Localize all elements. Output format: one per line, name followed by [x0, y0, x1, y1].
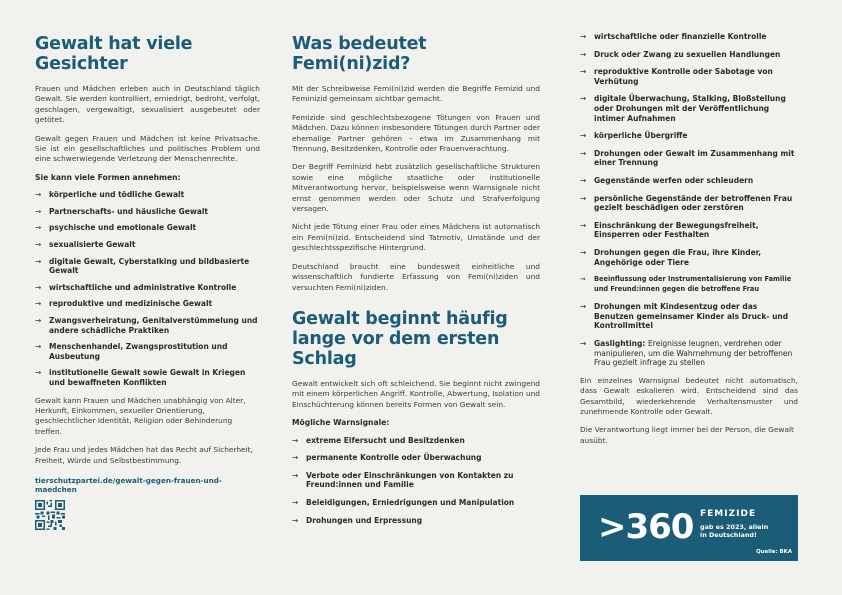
arrow-right-icon: →	[35, 190, 42, 200]
heading-gewalt-beginnt: Gewalt beginnt häufig lange vor dem ersten Schlag	[292, 308, 508, 369]
list-item: → psychische und emotionale Gewalt	[35, 223, 197, 233]
statistic-badge	[580, 495, 798, 561]
paragraph: Gewalt kann Frauen und Mädchen unabhängig von Alter, Herkunft, Einkommen, sexueller Orientierung, geschlechtlicher Identität, Religion oder Behinderung treffen.	[35, 395, 246, 436]
list-item: → reproduktive und medizinische Gewalt	[35, 299, 213, 309]
website-link[interactable]: tierschutzpartei.de/gewalt-gegen-frauen-und-maedchen	[35, 476, 222, 494]
list-item: → wirtschaftliche oder finanzielle Kontrolle	[580, 32, 767, 41]
signals-list	[292, 436, 540, 526]
statistic-source: Quelle: BKA	[756, 549, 792, 555]
list-item: → Einschränkung der Bewegungsfreiheit, Einsperren oder Festhalten	[580, 220, 759, 240]
arrow-right-icon: →	[35, 223, 42, 233]
arrow-right-icon: →	[292, 435, 299, 445]
arrow-right-icon: →	[292, 497, 299, 507]
arrow-right-icon: →	[580, 49, 587, 59]
list-item: → Partnerschafts- und häusliche Gewalt	[35, 206, 208, 216]
arrow-right-icon: →	[35, 316, 42, 325]
list-item: → körperliche Übergriffe	[580, 131, 688, 141]
heading-gewalt-gesichter: Gewalt hat viele Gesichter	[35, 34, 193, 74]
list-item: → körperliche und tödliche Gewalt	[35, 190, 185, 200]
paragraph: Die Verantwortung liegt immer bei der Person, die Gewalt ausübt.	[580, 425, 794, 445]
arrow-right-icon: →	[35, 256, 42, 266]
paragraph: Jede Frau und jedes Mädchen hat das Recht auf Sicherheit, Freiheit, Würde und Selbstbestimmung.	[35, 445, 253, 465]
list-item: → Druck oder Zwang zu sexuellen Handlungen	[580, 49, 781, 59]
list-item: → Drohungen mit Kindesentzug oder das Benutzen gemeinsamer Kinder als Druck- und Kontrollmittel	[580, 302, 789, 331]
signals-list-continued	[580, 32, 798, 368]
paragraph: Mit der Schreibweise Femi(ni)zid werden die Begriffe Femizid und Feminizid gemeinsam sichtbar gemacht.	[292, 84, 540, 104]
list-item: → Beeinflussung oder Instrumentalisierung von Familie und Freund:innen gegen die betroffene Frau	[580, 275, 792, 293]
arrow-right-icon: →	[580, 339, 587, 349]
list-item: → Drohungen oder Gewalt im Zusammenhang mit einer Trennung	[580, 148, 795, 168]
list-item: → Beleidigungen, Erniedrigungen und Manipulation	[292, 497, 515, 507]
list-item: → reproduktive Kontrolle oder Sabotage von Verhütung	[580, 67, 773, 86]
list-item: → Drohungen und Erpressung	[292, 515, 423, 525]
arrow-right-icon: →	[35, 206, 42, 216]
statistic-title: FEMIZIDE	[700, 509, 757, 519]
column-middle	[292, 34, 540, 533]
paragraph: Gewalt entwickelt sich oft schleichend. Sie beginnt nicht zwingend mit einem körperlichen Angriff. Kontrolle, Abwertung, Isolation und Einschüchterung können bereits Formen von Gewalt sein.	[292, 378, 540, 409]
list-item: → wirtschaftliche und administrative Kontrolle	[35, 282, 237, 292]
heading-femizid: Was bedeutet Femi(ni)zid?	[292, 34, 427, 74]
list-item: → Gaslighting: Ereignisse leugnen, verdrehen oder manipulieren, um die Wahrnehmung der betroffenen Frau gezielt infrage zu stellen	[580, 339, 793, 368]
paragraph: Ein einzelnes Warnsignal bedeutet nicht automatisch, dass Gewalt eskalieren wird. Entscheidend sind das Gesamtbild, wiederkehrende Verhaltensmuster und zunehmende Kontrolle oder Gewalt.	[580, 375, 798, 417]
arrow-right-icon: →	[35, 240, 42, 250]
column-left	[35, 34, 260, 534]
paragraph: Femizide sind geschlechtsbezogene Tötungen von Frauen und Mädchen. Dazu können insbesondere Tötungen durch Partner oder ehemalige Partner gehören – etwa im Zusammenhang mit Trennung, Besitzdenken, Kontrolle oder Frauenverachtung.	[292, 112, 540, 154]
list-item: → extreme Eifersucht und Besitzdenken	[292, 435, 465, 445]
column-right	[580, 32, 798, 454]
arrow-right-icon: →	[580, 193, 587, 203]
arrow-right-icon: →	[292, 453, 299, 463]
statistic-subtitle: gab es 2023, allein in Deutschland!	[700, 523, 769, 539]
list-item: → Drohungen gegen die Frau, ihre Kinder, Angehörige oder Tiere	[580, 247, 762, 267]
arrow-right-icon: →	[35, 368, 42, 378]
statistic-number: >360	[598, 507, 694, 547]
arrow-right-icon: →	[292, 515, 299, 525]
list-item: → permanente Kontrolle oder Überwachung	[292, 453, 482, 463]
arrow-right-icon: →	[580, 275, 586, 284]
arrow-right-icon: →	[580, 94, 587, 104]
arrow-right-icon: →	[35, 342, 42, 352]
list-item: → Zwangsverheiratung, Genitalverstümmelung und andere schädliche Praktiken	[35, 316, 258, 335]
qr-code-icon	[35, 500, 65, 530]
arrow-right-icon: →	[580, 220, 587, 230]
arrow-right-icon: →	[580, 32, 587, 41]
signals-intro: Mögliche Warnsignale:	[292, 418, 390, 428]
list-item: → sexualisierte Gewalt	[35, 240, 136, 250]
arrow-right-icon: →	[35, 299, 42, 309]
arrow-right-icon: →	[580, 148, 587, 158]
arrow-right-icon: →	[35, 282, 42, 292]
paragraph: Deutschland braucht eine bundesweit einheitliche und wissenschaftlich fundierte Erfassung von Femi(ni)ziden und versuchten Femi(ni)ziden.	[292, 261, 540, 292]
list-item: → institutionelle Gewalt sowie Gewalt in Kriegen und bewaffneten Konflikten	[35, 368, 246, 387]
arrow-right-icon: →	[292, 470, 299, 480]
arrow-right-icon: →	[580, 302, 587, 312]
paragraph: Gewalt gegen Frauen und Mädchen ist keine Privatsache. Sie ist ein gesellschaftliches und politisches Problem und eine schwerwiegende Verletzung der Menschenrechte.	[35, 133, 260, 164]
forms-list	[35, 190, 260, 387]
list-item: → Gegenstände werfen oder schleudern	[580, 175, 754, 185]
forms-intro: Sie kann viele Formen annehmen:	[35, 172, 181, 182]
arrow-right-icon: →	[580, 67, 587, 77]
list-item: → digitale Überwachung, Stalking, Bloßstellung oder Drohungen mit der Veröffentlichung intimer Aufnahmen	[580, 94, 786, 123]
list-item: → Menschenhandel, Zwangsprostitution und Ausbeutung	[35, 342, 228, 361]
arrow-right-icon: →	[580, 131, 587, 141]
arrow-right-icon: →	[580, 247, 587, 257]
list-item: → Verbote oder Einschränkungen von Kontakten zu Freund:innen und Familie	[292, 470, 514, 490]
arrow-right-icon: →	[580, 175, 587, 185]
paragraph: Frauen und Mädchen erleben auch in Deutschland täglich Gewalt. Sie werden kontrolliert, erniedrigt, bedroht, verfolgt, geschlagen, vergewaltigt, sexualisiert ausgebeutet oder getötet.	[35, 84, 260, 125]
paragraph: Nicht jede Tötung einer Frau oder eines Mädchens ist automatisch ein Femi(ni)zid. Entscheidend sind Tatmotiv, Umstände und der geschlechtsspezifische Hintergrund.	[292, 222, 540, 253]
list-item: → persönliche Gegenstände der betroffenen Frau gezielt beschädigen oder zerstören	[580, 193, 793, 213]
list-item: → digitale Gewalt, Cyberstalking und bildbasierte Gewalt	[35, 256, 250, 276]
paragraph: Der Begriff Feminizid hebt zusätzlich gesellschaftliche Strukturen sowie eine mögliche staatliche oder institutionelle Mitverantwortung hervor, beispielsweise wenn Warnsignale nicht ernst genommen werden oder Schutz und Strafverfolgung versagen.	[292, 162, 540, 214]
